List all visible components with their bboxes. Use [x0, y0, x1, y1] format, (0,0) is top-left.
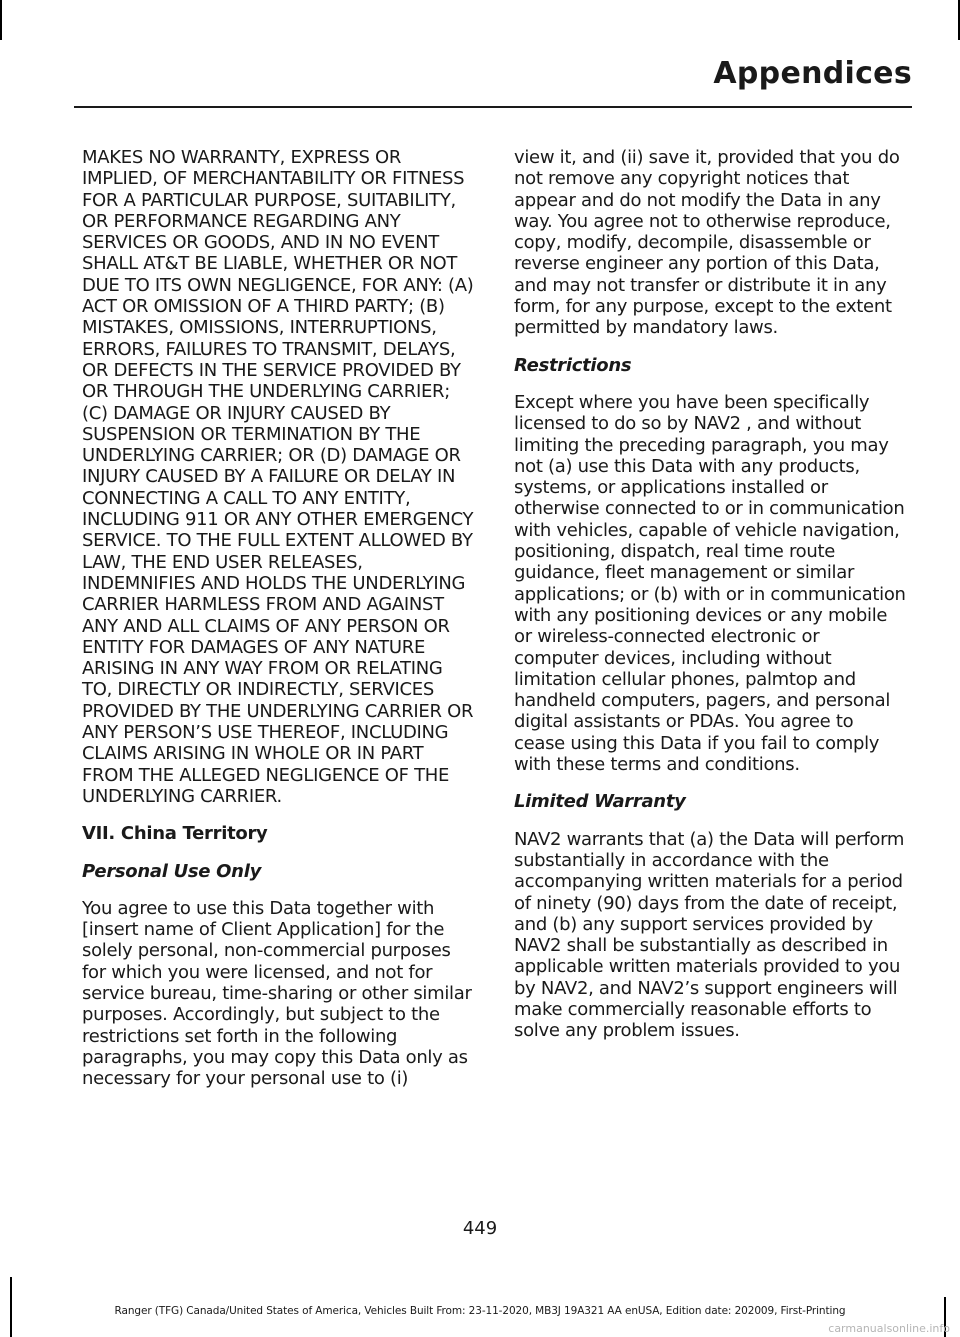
section-heading-china-territory: VII. China Territory	[82, 823, 268, 845]
right-column	[514, 147, 906, 1058]
footer-edition-info: Ranger (TFG) Canada/United States of America, Vehicles Built From: 23-11-2020, MB3J 19A321 AA enUSA, Edition date: 202009, First-Printing	[114, 1305, 846, 1317]
header-divider	[74, 106, 912, 108]
limited-warranty-paragraph: NAV2 warrants that (a) the Data will perform substantially in accordance with the accompanying written materials for a period of ninety (90) days from the date of receipt, and (b) any support services provided by NAV2 shall be substantially as described in applicable written materials provided to you by NAV2, and NAV2’s support engineers will make commercially reasonable efforts to solve any problem issues.	[514, 828, 905, 1042]
subheading-limited-warranty: Limited Warranty	[514, 791, 686, 813]
subheading-personal-use-only: Personal Use Only	[82, 860, 261, 882]
warranty-disclaimer-paragraph: MAKES NO WARRANTY, EXPRESS OR IMPLIED, OF MERCHANTABILITY OR FITNESS FOR A PARTICULAR PURPOSE, SUITABILITY, OR PERFORMANCE REGARDING ANY SERVICES OR GOODS, AND IN NO EVENT SHALL AT&T BE LIABLE, WHETHER OR NOT DUE TO ITS OWN NEGLIGENCE, FOR ANY: (A) ACT OR OMISSION OF A THIRD PARTY; (B) MISTAKES, OMISSIONS, INTERRUPTIONS, ERRORS, FAILURES TO TRANSMIT, DELAYS, OR DEFECTS IN THE SERVICE PROVIDED BY OR THROUGH THE UNDERLYING CARRIER; (C) DAMAGE OR INJURY CAUSED BY SUSPENSION OR TERMINATION BY THE UNDERLYING CARRIER; OR (D) DAMAGE OR INJURY CAUSED BY A FAILURE OR DELAY IN CONNECTING A CALL TO ANY ENTITY, INCLUDING 911 OR ANY OTHER EMERGENCY SERVICE. TO THE FULL EXTENT ALLOWED BY LAW, THE END USER RELEASES, INDEMNIFIES AND HOLDS THE UNDERLYING CARRIER HARMLESS FROM AND AGAINST ANY AND ALL CLAIMS OF ANY PERSON OR ENTITY FOR DAMAGES OF ANY NATURE ARISING IN ANY WAY FROM OR RELATING TO, DIRECTLY OR INDIRECTLY, SERVICES PROVIDED BY THE UNDERLYING CARRIER OR ANY PERSON’S USE THEREOF, INCLUDING CLAIMS ARISING IN WHOLE OR IN PART FROM THE ALLEGED NEGLIGENCE OF THE UNDERLYING CARRIER.	[82, 147, 474, 807]
page-title: Appendices	[713, 56, 912, 91]
restrictions-paragraph: Except where you have been specifically licensed to do so by NAV2 , and without limiting the preceding paragraph, you may not (a) use this Data with any products, systems, or applications installed or otherwise connected to or in communication with vehicles, capable of vehicle navigation, positioning, dispatch, real time route guidance, fleet management or similar applications; or (b) with or in communication with any positioning devices or any mobile or wireless-connected electronic or computer devices, including without limitation cellular phones, palmtop and handheld computers, pagers, and personal digital assistants or PDAs. You agree to cease using this Data if you fail to comply with these terms and conditions.	[514, 391, 906, 776]
page-number: 449	[462, 1218, 498, 1239]
watermark: carmanualsonline.info	[828, 1322, 950, 1335]
crop-mark-top-left	[0, 0, 2, 40]
personal-use-continued-paragraph: view it, and (ii) save it, provided that you do not remove any copyright notices that appear and do not modify the Data in any way. You agree not to otherwise reproduce, copy, modify, decompile, disassemble or reverse engineer any portion of this Data, and may not transfer or distribute it in any form, for any purpose, except to the extent permitted by mandatory laws.	[514, 147, 900, 339]
subheading-restrictions: Restrictions	[514, 354, 632, 376]
personal-use-paragraph: You agree to use this Data together with [insert name of Client Application] for the solely personal, non-commercial purposes for which you were licensed, and not for service bureau, time-sharing or other similar purposes. Accordingly, but subject to the restrictions set forth in the following paragraphs, you may copy this Data only as necessary for your personal use to (i)	[82, 897, 472, 1090]
left-column	[82, 147, 474, 1105]
